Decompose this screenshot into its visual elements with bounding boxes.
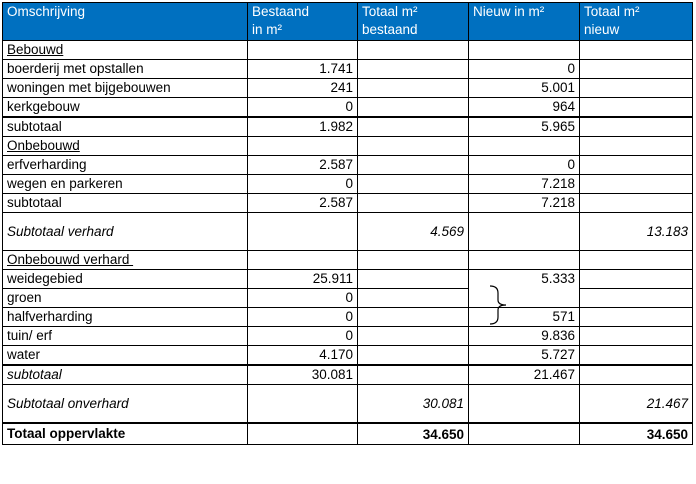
subtotal-label[interactable]: subtotaal [3, 117, 248, 137]
bestaand-cell[interactable]: 4.170 [248, 346, 358, 366]
row-label[interactable]: water [3, 346, 248, 366]
table-row [3, 289, 693, 308]
bestaand-cell[interactable]: 2.587 [248, 156, 358, 175]
curly-brace-icon [486, 284, 512, 326]
empty-cell[interactable] [358, 98, 469, 118]
empty-cell[interactable] [580, 365, 693, 385]
empty-cell[interactable] [248, 41, 358, 60]
empty-cell[interactable] [358, 327, 469, 346]
subtotal-label[interactable]: subtotaal [3, 365, 248, 385]
empty-cell[interactable] [580, 175, 693, 194]
subtotal-row-bebouwd [3, 117, 693, 137]
table-row [3, 308, 693, 327]
header-totaal-bestaand-line1: Totaal m² [362, 4, 418, 19]
nieuw-cell[interactable]: 5.727 [469, 346, 580, 366]
subtotal-verhard-row [3, 213, 693, 251]
subtotal-bestaand[interactable]: 1.982 [248, 117, 358, 137]
empty-cell[interactable] [580, 117, 693, 137]
empty-cell[interactable] [358, 137, 469, 156]
bestaand-cell[interactable]: 0 [248, 98, 358, 118]
header-totaal-bestaand[interactable] [358, 3, 469, 41]
header-totaal-nieuw-line1: Totaal m² [584, 4, 640, 19]
empty-cell[interactable] [469, 251, 580, 270]
empty-cell[interactable] [580, 308, 693, 327]
header-bestaand[interactable] [248, 3, 358, 41]
header-nieuw[interactable] [469, 3, 580, 41]
subtotal-onverhard-label[interactable]: Subtotaal onverhard [3, 385, 248, 424]
header-totaal-nieuw-line2: nieuw [584, 22, 620, 37]
empty-cell[interactable] [358, 194, 469, 213]
table-row [3, 346, 693, 366]
header-totaal-nieuw[interactable] [580, 3, 693, 41]
bestaand-cell[interactable]: 25.911 [248, 270, 358, 289]
nieuw-cell[interactable]: 0 [469, 60, 580, 79]
nieuw-cell[interactable]: 5.001 [469, 79, 580, 98]
row-label[interactable]: woningen met bijgebouwen [3, 79, 248, 98]
section-title-onbebouwd-verhard[interactable]: Onbebouwd verhard [3, 251, 248, 270]
table-row [3, 270, 693, 289]
subtotal-bestaand[interactable]: 2.587 [248, 194, 358, 213]
table-row [3, 175, 693, 194]
empty-cell[interactable] [580, 289, 693, 308]
total-row [3, 423, 693, 445]
empty-cell[interactable] [358, 156, 469, 175]
empty-cell[interactable] [580, 41, 693, 60]
empty-cell[interactable] [580, 251, 693, 270]
empty-cell[interactable] [580, 98, 693, 118]
empty-cell[interactable] [469, 213, 580, 251]
row-label[interactable]: boerderij met opstallen [3, 60, 248, 79]
total-label[interactable]: Totaal oppervlakte [3, 423, 248, 445]
subtotal-onverhard-bestaand[interactable]: 30.081 [358, 385, 469, 424]
section-row-onbebouwd-verhard [3, 251, 693, 270]
empty-cell[interactable] [358, 79, 469, 98]
subtotal-nieuw[interactable]: 21.467 [469, 365, 580, 385]
subtotal-bestaand[interactable]: 30.081 [248, 365, 358, 385]
area-table [2, 2, 693, 445]
empty-cell[interactable] [358, 270, 469, 289]
table-row [3, 79, 693, 98]
subtotal-nieuw[interactable]: 5.965 [469, 117, 580, 137]
empty-cell[interactable] [580, 137, 693, 156]
empty-cell[interactable] [580, 194, 693, 213]
row-label[interactable]: halfverharding [3, 308, 248, 327]
subtotal-onverhard-row [3, 385, 693, 424]
empty-cell[interactable] [580, 327, 693, 346]
empty-cell[interactable] [469, 385, 580, 424]
header-omschrijving[interactable] [3, 3, 248, 41]
bestaand-cell[interactable]: 241 [248, 79, 358, 98]
section-row-bebouwd [3, 41, 693, 60]
empty-cell[interactable] [358, 251, 469, 270]
header-bestaand-line1: Bestaand [252, 4, 310, 19]
header-nieuw-text: Nieuw in m² [473, 4, 545, 19]
nieuw-cell[interactable]: 9.836 [469, 327, 580, 346]
table-row [3, 156, 693, 175]
subtotal-label[interactable]: subtotaal [3, 194, 248, 213]
empty-cell[interactable] [580, 346, 693, 366]
empty-cell[interactable] [469, 137, 580, 156]
row-label[interactable]: erfverharding [3, 156, 248, 175]
subtotal-row-onbebouwd [3, 194, 693, 213]
empty-cell[interactable] [248, 423, 358, 445]
empty-cell[interactable] [248, 213, 358, 251]
row-label[interactable]: wegen en parkeren [3, 175, 248, 194]
subtotal-verhard-nieuw[interactable]: 13.183 [580, 213, 693, 251]
empty-cell[interactable] [358, 289, 469, 308]
row-label[interactable]: groen [3, 289, 248, 308]
header-totaal-bestaand-line2: bestaand [362, 22, 418, 37]
header-omschrijving-text: Omschrijving [7, 4, 86, 19]
total-nieuw[interactable]: 34.650 [580, 423, 693, 445]
row-label[interactable]: weidegebied [3, 270, 248, 289]
bestaand-cell[interactable]: 0 [248, 308, 358, 327]
empty-cell[interactable] [580, 79, 693, 98]
subtotal-onverhard-nieuw[interactable]: 21.467 [580, 385, 693, 424]
section-row-onbebouwd [3, 137, 693, 156]
table-row [3, 60, 693, 79]
nieuw-cell[interactable]: 571 [469, 308, 580, 327]
subtotal-verhard-bestaand[interactable]: 4.569 [358, 213, 469, 251]
empty-cell[interactable] [248, 251, 358, 270]
empty-cell[interactable] [580, 156, 693, 175]
empty-cell[interactable] [358, 175, 469, 194]
nieuw-cell[interactable]: 7.218 [469, 175, 580, 194]
bestaand-cell[interactable]: 0 [248, 175, 358, 194]
nieuw-cell[interactable]: 0 [469, 156, 580, 175]
empty-cell[interactable] [580, 270, 693, 289]
empty-cell[interactable] [469, 423, 580, 445]
empty-cell[interactable] [358, 365, 469, 385]
subtotal-nieuw[interactable]: 7.218 [469, 194, 580, 213]
bestaand-cell[interactable]: 1.741 [248, 60, 358, 79]
empty-cell[interactable] [358, 60, 469, 79]
empty-cell[interactable] [358, 41, 469, 60]
empty-cell[interactable] [248, 385, 358, 424]
bestaand-cell[interactable]: 0 [248, 289, 358, 308]
subtotal-row-onbebouwd-verhard [3, 365, 693, 385]
empty-cell[interactable] [358, 117, 469, 137]
row-label[interactable]: tuin/ erf [3, 327, 248, 346]
empty-cell[interactable] [469, 41, 580, 60]
nieuw-cell[interactable]: 964 [469, 98, 580, 118]
section-title-bebouwd[interactable]: Bebouwd [3, 41, 248, 60]
table-row [3, 327, 693, 346]
nieuw-cell[interactable]: 5.333 [469, 270, 580, 289]
empty-cell[interactable] [358, 308, 469, 327]
total-bestaand[interactable]: 34.650 [358, 423, 469, 445]
subtotal-verhard-label[interactable]: Subtotaal verhard [3, 213, 248, 251]
header-row [3, 3, 693, 41]
table-row [3, 98, 693, 118]
header-bestaand-line2: in m² [252, 22, 282, 37]
empty-cell[interactable] [248, 137, 358, 156]
empty-cell[interactable] [358, 346, 469, 366]
bestaand-cell[interactable]: 0 [248, 327, 358, 346]
section-title-onbebouwd[interactable]: Onbebouwd [3, 137, 248, 156]
row-label[interactable]: kerkgebouw [3, 98, 248, 118]
empty-cell[interactable] [580, 60, 693, 79]
